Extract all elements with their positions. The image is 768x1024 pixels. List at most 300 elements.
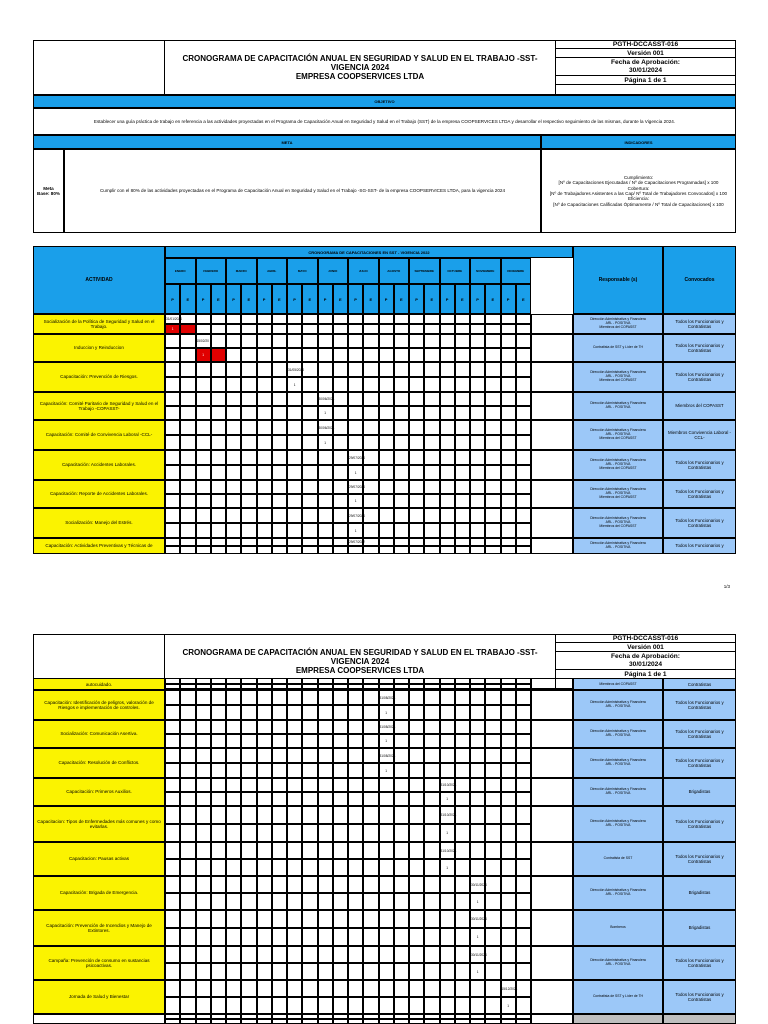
rows_page1-2-cell-8-0 [409, 362, 424, 377]
programmed-date: 30/11/2024 [471, 917, 487, 921]
rows_page1-4-cellb-2-1 [241, 435, 256, 450]
rows_page1-0-cellb-9-1 [455, 324, 470, 334]
convened-cell: Todos los Funcionarios y Contratistas [663, 748, 736, 778]
rows_page2-2-cell-3-1 [272, 748, 287, 763]
rows_page1-2-cellb-3-0 [257, 377, 272, 392]
rows_page2-3-cellb-3-0 [257, 792, 272, 806]
rows_page1-5-cell-7-0 [379, 450, 394, 465]
rows_page2-0-cellb-8-1 [424, 705, 439, 720]
rows_page1-5-cell-11-1 [516, 450, 531, 465]
rows_page2-0-cell-0-0 [165, 690, 180, 705]
rows_page1-4-cellb-11-0 [501, 435, 516, 450]
rows_page2-9-cell-4-0 [287, 980, 302, 997]
rows_page1-6-cellb-1-1 [211, 494, 226, 508]
rows_page2-0-cellb-9-0 [440, 705, 455, 720]
rows_page1-6-cell-11-0 [501, 480, 516, 494]
rows_page1-2-cellb-7-1 [394, 377, 409, 392]
rows_page1-7-cellb-7-1 [394, 523, 409, 538]
p2end-gap [531, 1014, 573, 1024]
rows_page2-6-cellb-4-1 [302, 893, 317, 910]
rows_page2-2-cellb-8-0 [409, 763, 424, 778]
count-value: 1 [446, 865, 449, 870]
rows_page1-0-cellb-10-1 [485, 324, 500, 334]
rows_page1-0-cell-4-0 [287, 314, 302, 324]
p2-version: Versión 001 [555, 643, 736, 652]
rows_page2-3-cellb-3-1 [272, 792, 287, 806]
rows_page2-8-cellb-8-0 [409, 963, 424, 980]
rows_page1-6-cellb-8-1 [424, 494, 439, 508]
rows_page1-3-cell-3-1 [272, 392, 287, 406]
convened-cell: Todos los Funcionarios y Contratistas [663, 690, 736, 720]
rows_page2-4-cell-2-0 [226, 806, 241, 824]
rows_page2-9-cellb-1-1 [211, 997, 226, 1014]
rows_page2-3-cellb-4-1 [302, 792, 317, 806]
activity-cell: Socialización: Manejo del Estrés. [33, 508, 165, 538]
rows_page2-3-cellb-4-0 [287, 792, 302, 806]
rows_page1-7-cell-7-0 [379, 508, 394, 523]
rows_page1-2-cellb-4-1 [302, 377, 317, 392]
rows_page2-4-cell-10-1 [485, 806, 500, 824]
rows_page1-6-cell-1-0 [196, 480, 211, 494]
p2end-cellb-4-1 [302, 1019, 317, 1024]
rows_page2-5-cell-3-0 [257, 842, 272, 859]
rows_page1-6-cell-9-1 [455, 480, 470, 494]
rows_page1-8-cell-9-0 [440, 538, 455, 546]
rows_page2-7-cellb-6-0 [348, 928, 363, 946]
rows_page1-0-cellb-4-1 [302, 324, 317, 334]
rows_page1-6-cellb-5-0 [318, 494, 333, 508]
rows_page1-7-cell-3-1 [272, 508, 287, 523]
responsible-cell: Dirección Administrativa y Financiera ARL - POSITIVA [573, 720, 663, 748]
rows_page2-0-cellb-1-0 [196, 705, 211, 720]
rows_page2-5-cellb-1-1 [211, 859, 226, 876]
rows_page2-0-cell-2-0 [226, 690, 241, 705]
rows_page2-7-cell-6-0 [348, 910, 363, 928]
rows_page2-8-cellb-3-0 [257, 963, 272, 980]
rows_page2-2-cell-10-0 [470, 748, 485, 763]
rows_page2-9-cellb-6-1 [363, 997, 378, 1014]
rows_page1-0-cell-7-0 [379, 314, 394, 324]
rows_page2-6-cell-5-0 [318, 876, 333, 893]
rows_page2-3-cell-4-0 [287, 778, 302, 792]
rows_page2-8-cell-1-1 [211, 946, 226, 963]
rows_page1-1-cellb-4-1 [302, 348, 317, 362]
month-header-agosto: AGOSTO [379, 258, 410, 284]
activity-cell-cont: autocuidado. [33, 678, 165, 690]
count-value: 1 [476, 969, 479, 974]
rows_page1-2-cellb-0-0 [165, 377, 180, 392]
rows_page2-4-cellb-10-0 [470, 824, 485, 842]
rows_page2-1-cellb-6-0 [348, 734, 363, 748]
rows_page2-7-cellb-0-1 [180, 928, 195, 946]
e-header-6: E [363, 284, 378, 314]
rows_page2-4-cell-10-0 [470, 806, 485, 824]
rows_page2-0-cell-11-0 [501, 690, 516, 705]
rows_page2-3-cellb-7-0 [379, 792, 394, 806]
rows_page2-3-cellb-5-0 [318, 792, 333, 806]
e-header-11: E [516, 284, 531, 314]
rows_page2-0-cell-1-0 [196, 690, 211, 705]
rows_page2-6-cell-6-1 [363, 876, 378, 893]
rows_page2-1-cellb-1-1 [211, 734, 226, 748]
rows_page2-2-cellb-1-0 [196, 763, 211, 778]
rows_page2-5-cell-4-0 [287, 842, 302, 859]
p1-code: PGTH-DCCASST-016 [555, 40, 736, 49]
rows_page2-3-cellb-8-1 [424, 792, 439, 806]
rows_page2-5-cellb-5-1 [333, 859, 348, 876]
rows_page2-2-cellb-0-0 [165, 763, 180, 778]
rows_page2-6-cell-9-1 [455, 876, 470, 893]
programmed-date: 30/11/2024 [471, 882, 487, 887]
rows_page1-2-cell-5-1 [333, 362, 348, 377]
rows_page1-5-cell-11-0 [501, 450, 516, 465]
rows_page1-6-cellb-11-1 [516, 494, 531, 508]
rows_page2-6-cell-3-1 [272, 876, 287, 893]
rows_page1-7-cellb-9-0 [440, 523, 455, 538]
rows_page2-6-cellb-10-1 [485, 893, 500, 910]
rows_page1-0-cell-8-0 [409, 314, 424, 324]
rows_page1-5-cellb-10-0 [470, 465, 485, 480]
programmed-date: 29/07/2024 [349, 513, 365, 518]
rows_page1-8-cell-10-1 [485, 538, 500, 546]
rows_page2-1-cell-6-1 [363, 720, 378, 734]
rows_page2-4-cell-8-0 [409, 806, 424, 824]
rows_page1-7-cellb-11-0 [501, 523, 516, 538]
rows_page1-4-cell-0-1 [180, 420, 195, 435]
activity-header: ACTIVIDAD [33, 246, 165, 314]
rows_page1-1-cell-10-0 [470, 334, 485, 348]
rows_page1-0-cellb-1-1 [211, 324, 226, 334]
responsible-cell: Dirección Administrativa y Financiera ARL - POSITIVA [573, 392, 663, 420]
rows_page1-1-cell-0-0 [165, 334, 180, 348]
rows_page2-8-cellb-11-0 [501, 963, 516, 980]
rows_page2-2-cell-0-1 [180, 748, 195, 763]
rows_page1-3-cellb-10-1 [485, 406, 500, 420]
rows_page1-2-cell-8-1 [424, 362, 439, 377]
rows_page2-4-cellb-11-1 [516, 824, 531, 842]
rows_page2-5-cell-5-0 [318, 842, 333, 859]
count-value: 1 [385, 739, 388, 743]
rows_page2-2-cell-4-1 [302, 748, 317, 763]
rows_page2-9-cell-3-1 [272, 980, 287, 997]
rows_page1-5-cellb-8-0 [409, 465, 424, 480]
rows_page2-7-gap [531, 910, 573, 946]
rows_page2-2-cellb-3-0 [257, 763, 272, 778]
rows_page1-1-cellb-2-0 [226, 348, 241, 362]
responsible-cell: Dirección Administrativa y Financiera ARL - POSITIVA [573, 690, 663, 720]
rows_page1-5-cell-7-1 [394, 450, 409, 465]
rows_page2-6-cellb-1-0 [196, 893, 211, 910]
rows_page2-7-cell-7-0 [379, 910, 394, 928]
convened-cell: Todos los Funcionarios y Contratistas [663, 842, 736, 876]
rows_page2-8-cellb-5-1 [333, 963, 348, 980]
rows_page2-8-cell-0-0 [165, 946, 180, 963]
rows_page1-6-cellb-4-1 [302, 494, 317, 508]
rows_page1-7-cellb-11-1 [516, 523, 531, 538]
rows_page2-7-cellb-7-1 [394, 928, 409, 946]
rows_page1-1-cellb-5-0 [318, 348, 333, 362]
rows_page2-6-cell-1-0 [196, 876, 211, 893]
convened-cell: Todos los Funcionarios y Contratistas [663, 720, 736, 748]
rows_page2-2-cell-9-0 [440, 748, 455, 763]
convened-cell: Todos los Funcionarios y Contratistas [663, 980, 736, 1014]
rows_page1-3-cell-11-1 [516, 392, 531, 406]
rows_page2-0-cellb-0-1 [180, 705, 195, 720]
rows_page2-1-cell-10-0 [470, 720, 485, 734]
rows_page1-7-cell-7-1 [394, 508, 409, 523]
rows_page1-4-cell-0-0 [165, 420, 180, 435]
rows_page1-8-cellb-3-0 [257, 546, 272, 554]
rows_page1-1-cellb-0-1 [180, 348, 195, 362]
responsible-cell: Dirección Administrativa y Financiera ARL - POSITIVA Miembros del COPASST [573, 480, 663, 508]
rows_page2-8-cell-4-0 [287, 946, 302, 963]
rows_page1-6-cellb-1-0 [196, 494, 211, 508]
rows_page1-6-cellb-7-1 [394, 494, 409, 508]
rows_page2-8-cellb-1-0 [196, 963, 211, 980]
rows_page1-4-cellb-6-1 [363, 435, 378, 450]
rows_page2-7-cellb-1-0 [196, 928, 211, 946]
rows_page2-2-cell-9-1 [455, 748, 470, 763]
rows_page2-6-cell-0-0 [165, 876, 180, 893]
programmed-date: 31/10/2024 [440, 813, 457, 817]
rows_page2-7-cellb-2-0 [226, 928, 241, 946]
rows_page2-6-cellb-8-1 [424, 893, 439, 910]
rows_page2-9-cell-8-0 [409, 980, 424, 997]
rows_page1-7-cell-10-0 [470, 508, 485, 523]
rows_page1-2-cell-2-1 [241, 362, 256, 377]
convened-cell: Brigadistas [663, 778, 736, 806]
count-value: 1 [354, 528, 357, 533]
rows_page1-1-cell-5-0 [318, 334, 333, 348]
rows_page2-0-cellb-6-0 [348, 705, 363, 720]
rows_page2-0-cell-5-1 [333, 690, 348, 705]
rows_page1-6-cell-8-0 [409, 480, 424, 494]
rows_page1-1-cellb-7-1 [394, 348, 409, 362]
rows_page1-8-cellb-2-0 [226, 546, 241, 554]
rows_page1-2-cell-7-1 [394, 362, 409, 377]
rows_page2-9-cell-3-0 [257, 980, 272, 997]
rows_page1-1-cell-4-0 [287, 334, 302, 348]
rows_page2-0-cellb-11-1 [516, 705, 531, 720]
rows_page1-7-cellb-10-1 [485, 523, 500, 538]
p2end-cellb-7-0 [379, 1019, 394, 1024]
p2end-cellb-2-1 [241, 1019, 256, 1024]
rows_page1-8-cell-5-0 [318, 538, 333, 546]
rows_page2-4-cell-6-1 [363, 806, 378, 824]
rows_page2-5-cell-2-0 [226, 842, 241, 859]
rows_page2-2-cellb-6-0 [348, 763, 363, 778]
rows_page1-0-gap [531, 314, 573, 334]
rows_page2-3-cell-4-1 [302, 778, 317, 792]
rows_page2-7-cellb-8-0 [409, 928, 424, 946]
rows_page2-0-cellb-10-1 [485, 705, 500, 720]
responsible-cell: Dirección Administrativa y Financiera ARL - POSITIVA [573, 946, 663, 980]
rows_page1-6-cellb-3-0 [257, 494, 272, 508]
rows_page1-0-cell-11-1 [516, 314, 531, 324]
indicators-label: INDICADORES [541, 135, 736, 149]
rows_page1-1-cell-3-0 [257, 334, 272, 348]
rows_page2-0-cell-6-0 [348, 690, 363, 705]
convened-cell: Brigadistas [663, 876, 736, 910]
rows_page2-6-cellb-1-1 [211, 893, 226, 910]
rows_page1-1-cellb-10-0 [470, 348, 485, 362]
rows_page1-6-cell-0-1 [180, 480, 195, 494]
rows_page1-7-cellb-7-0 [379, 523, 394, 538]
convened-cell: Todos los Funcionarios y Contratistas [663, 806, 736, 842]
rows_page2-4-cell-7-1 [394, 806, 409, 824]
rows_page1-0-cell-11-0 [501, 314, 516, 324]
rows_page2-8-cell-0-1 [180, 946, 195, 963]
rows_page2-9-cell-1-1 [211, 980, 226, 997]
rows_page1-4-cell-9-1 [455, 420, 470, 435]
rows_page2-0-cellb-6-1 [363, 705, 378, 720]
rows_page1-3-cellb-0-0 [165, 406, 180, 420]
executed-marker [211, 348, 226, 362]
rows_page1-8-cellb-9-1 [455, 546, 470, 554]
rows_page2-8-cellb-4-1 [302, 963, 317, 980]
rows_page2-7-cell-9-1 [455, 910, 470, 928]
rows_page2-9-cellb-8-1 [424, 997, 439, 1014]
rows_page1-5-cell-1-1 [211, 450, 226, 465]
rows_page2-6-cell-11-0 [501, 876, 516, 893]
rows_page2-1-cellb-11-0 [501, 734, 516, 748]
rows_page1-8-cellb-3-1 [272, 546, 287, 554]
rows_page1-0-cellb-9-0 [440, 324, 455, 334]
rows_page2-3-cell-1-0 [196, 778, 211, 792]
responsible-cell-cont: Miembros del COPASST [573, 678, 663, 690]
rows_page1-5-cellb-3-1 [272, 465, 287, 480]
rows_page1-3-cell-11-0 [501, 392, 516, 406]
rows_page1-8-cell-9-1 [455, 538, 470, 546]
rows_page2-9-cellb-6-0 [348, 997, 363, 1014]
rows_page1-4-cellb-4-1 [302, 435, 317, 450]
rows_page2-4-cellb-5-0 [318, 824, 333, 842]
rows_page1-8-cell-4-1 [302, 538, 317, 546]
rows_page2-0-cell-4-0 [287, 690, 302, 705]
rows_page1-4-cellb-6-0 [348, 435, 363, 450]
rows_page2-1-cellb-4-0 [287, 734, 302, 748]
rows_page2-3-cell-10-1 [485, 778, 500, 792]
rows_page1-7-cell-0-1 [180, 508, 195, 523]
rows_page2-8-cellb-8-1 [424, 963, 439, 980]
p-header-1: P [196, 284, 211, 314]
rows_page2-8-cellb-1-1 [211, 963, 226, 980]
rows_page1-2-cellb-11-0 [501, 377, 516, 392]
rows_page1-6-cellb-5-1 [333, 494, 348, 508]
rows_page2-5-cell-4-1 [302, 842, 317, 859]
rows_page2-1-cellb-5-0 [318, 734, 333, 748]
rows_page2-8-cellb-9-0 [440, 963, 455, 980]
rows_page1-3-cellb-7-0 [379, 406, 394, 420]
rows_page1-1-cell-2-0 [226, 334, 241, 348]
rows_page2-1-cell-8-0 [409, 720, 424, 734]
page-number: 1/3 [723, 584, 730, 589]
rows_page1-3-cellb-5-1 [333, 406, 348, 420]
rows_page2-5-cell-1-1 [211, 842, 226, 859]
rows_page1-1-cellb-3-0 [257, 348, 272, 362]
meta-base: Meta Base: 80% [33, 149, 64, 233]
p2end-cellb-3-1 [272, 1019, 287, 1024]
rows_page2-1-cell-8-1 [424, 720, 439, 734]
activity-cell-next [33, 1014, 165, 1024]
e-header-4: E [302, 284, 317, 314]
count-value: 1 [324, 440, 327, 445]
rows_page1-5-cellb-5-1 [333, 465, 348, 480]
p-header-4: P [287, 284, 302, 314]
rows_page1-2-cell-10-1 [485, 362, 500, 377]
rows_page2-0-cellb-4-1 [302, 705, 317, 720]
rows_page2-0-cellb-4-0 [287, 705, 302, 720]
rows_page2-2-cell-10-1 [485, 748, 500, 763]
rows_page1-7-cellb-5-0 [318, 523, 333, 538]
rows_page2-3-cellb-11-0 [501, 792, 516, 806]
rows_page1-4-cell-7-1 [394, 420, 409, 435]
rows_page2-0-cellb-8-0 [409, 705, 424, 720]
rows_page2-9-cellb-2-0 [226, 997, 241, 1014]
rows_page2-1-cell-10-1 [485, 720, 500, 734]
rows_page2-6-cellb-8-0 [409, 893, 424, 910]
responsible-cell: Contratista de SST y Líder de TH [573, 334, 663, 362]
rows_page2-9-cell-6-1 [363, 980, 378, 997]
rows_page1-3-cell-6-1 [363, 392, 378, 406]
rows_page2-3-cell-6-1 [363, 778, 378, 792]
rows_page2-7-cell-5-1 [333, 910, 348, 928]
rows_page1-6-cellb-0-1 [180, 494, 195, 508]
rows_page2-5-cell-7-0 [379, 842, 394, 859]
rows_page1-2-cellb-1-0 [196, 377, 211, 392]
rows_page1-4-cell-3-0 [257, 420, 272, 435]
rows_page2-6-cellb-11-0 [501, 893, 516, 910]
rows_page2-0-cellb-2-1 [241, 705, 256, 720]
rows_page1-6-cell-10-0 [470, 480, 485, 494]
rows_page1-7-cellb-10-0 [470, 523, 485, 538]
rows_page1-3-cellb-8-0 [409, 406, 424, 420]
rows_page2-5-cellb-10-0 [470, 859, 485, 876]
rows_page1-3-cell-9-0 [440, 392, 455, 406]
activity-cell: Induccion y Reinduccion [33, 334, 165, 362]
p2end-cellb-1-0 [196, 1019, 211, 1024]
rows_page2-0-cell-11-1 [516, 690, 531, 705]
rows_page1-8-cellb-4-1 [302, 546, 317, 554]
p2end-cellb-10-1 [485, 1019, 500, 1024]
rows_page1-1-cellb-3-1 [272, 348, 287, 362]
rows_page2-6-cell-9-0 [440, 876, 455, 893]
rows_page2-5-cell-3-1 [272, 842, 287, 859]
meta-label: META [33, 135, 541, 149]
rows_page2-7-cellb-1-1 [211, 928, 226, 946]
rows_page2-5-cellb-3-1 [272, 859, 287, 876]
rows_page2-2-cell-11-0 [501, 748, 516, 763]
rows_page1-5-cell-8-1 [424, 450, 439, 465]
rows_page2-6-cell-7-1 [394, 876, 409, 893]
rows_page2-0-cell-9-1 [455, 690, 470, 705]
responsible-cell: Contratista de SST [573, 842, 663, 876]
count-value: 1 [476, 899, 479, 904]
p2end-cellb-0-0 [165, 1019, 180, 1024]
rows_page2-3-cellb-6-0 [348, 792, 363, 806]
rows_page2-9-cellb-3-1 [272, 997, 287, 1014]
rows_page2-5-cellb-5-0 [318, 859, 333, 876]
rows_page2-5-cellb-3-0 [257, 859, 272, 876]
rows_page2-2-cellb-10-0 [470, 763, 485, 778]
rows_page2-7-cellb-4-1 [302, 928, 317, 946]
activity-cell: Capacitación: Prevención de Riesgos. [33, 362, 165, 392]
rows_page2-2-cellb-5-1 [333, 763, 348, 778]
count-value [348, 546, 363, 554]
rows_page1-8-cellb-9-0 [440, 546, 455, 554]
rows_page1-2-cell-0-1 [180, 362, 195, 377]
rows_page1-8-cell-0-1 [180, 538, 195, 546]
